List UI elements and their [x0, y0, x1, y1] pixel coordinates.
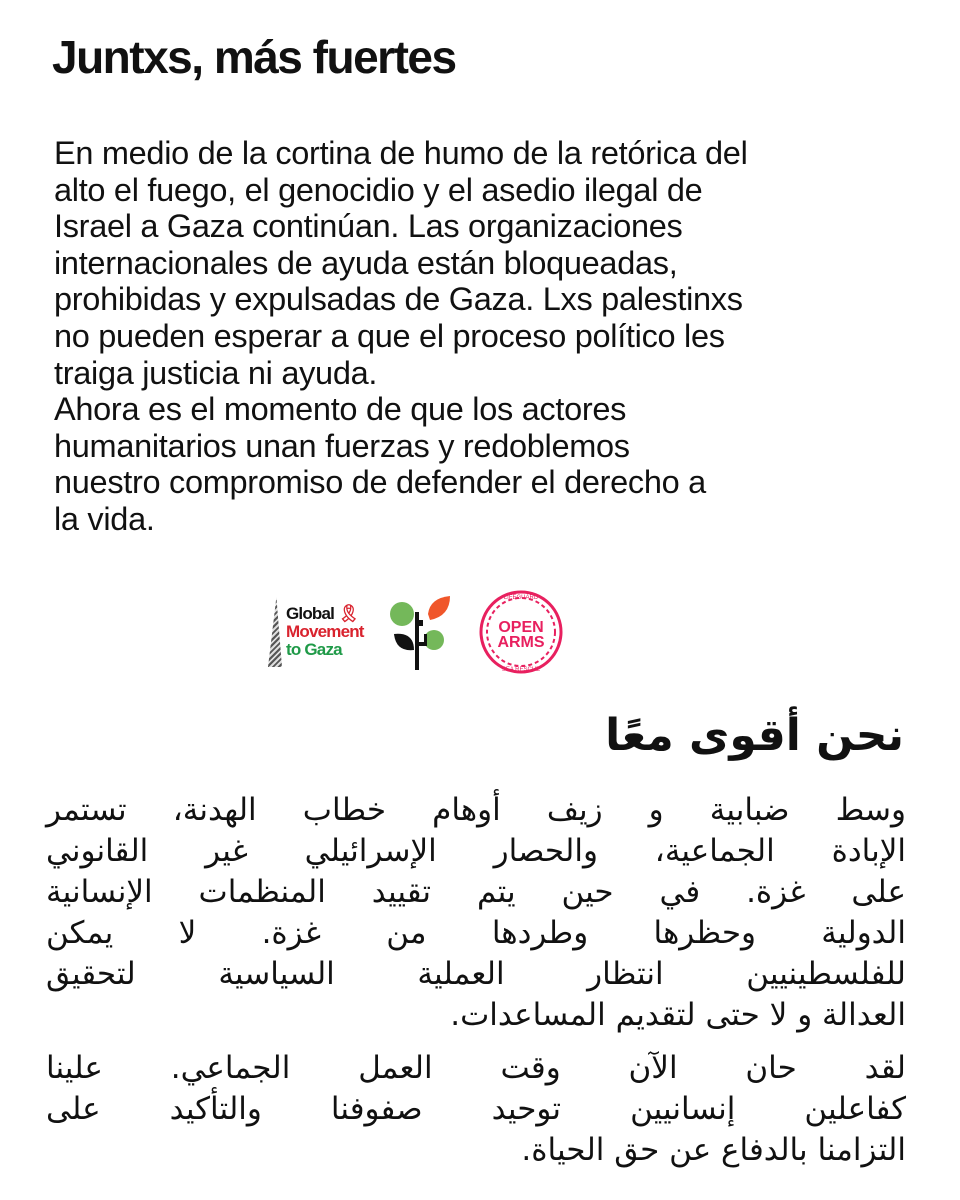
body-line: la vida. [54, 500, 155, 537]
svg-text:LIFEGUARD: LIFEGUARD [503, 595, 538, 601]
body-line: التزامنا بالدفاع عن حق الحياة. [521, 1132, 906, 1168]
tree-logo [388, 594, 452, 670]
body-line: وسط ضبابية و زيف أوهام خطاب الهدنة، تستمر [46, 792, 906, 828]
svg-text:OPEN: OPEN [498, 619, 544, 636]
logo-text: to Gaza [286, 640, 342, 659]
body-line: Ahora es el momento de que los actores [54, 391, 627, 428]
body-line: Israel a Gaza continúan. Las organizaciones [54, 208, 683, 245]
body-line: nuestro compromiso de defender el derecho a [54, 464, 706, 501]
body-line: على غزة. في حين يتم تقييد المنظمات الإنسانية [46, 874, 906, 910]
logo-text: Movement [286, 622, 364, 641]
body-line: no pueden esperar a que el proceso político les [54, 317, 725, 354]
body-line: humanitarios unan fuerzas y redoblemos [54, 427, 630, 464]
body-line: internacionales de ayuda están bloqueadas, [54, 244, 678, 281]
body-line: لقد حان الآن وقت العمل الجماعي. علينا [46, 1050, 906, 1086]
body-line: traiga justicia ni ayuda. [54, 354, 378, 391]
svg-text:ARMS: ARMS [497, 634, 545, 651]
svg-text:SEA RESCUE: SEA RESCUE [501, 667, 540, 673]
body-line: للفلسطينيين انتظار العملية السياسية لتحقيق [46, 956, 906, 992]
open-arms-logo [476, 587, 566, 677]
body-line: En medio de la cortina de humo de la retórica del [54, 135, 748, 171]
ribbon-icon: 🎗︎ [338, 604, 359, 623]
partner-logos [268, 590, 566, 674]
body-line: كفاعلين إنسانيين توحيد صفوفنا والتأكيد على [46, 1091, 906, 1127]
body-line: alto el fuego, el genocidio y el asedio ilegal de [54, 171, 703, 208]
keffiyeh-icon [268, 597, 282, 667]
logo-text: Global [286, 604, 335, 623]
spanish-body [54, 135, 934, 538]
body-line: الإبادة الجماعية، والحصار الإسرائيلي غير القانوني [46, 833, 906, 869]
global-movement-to-gaza-logo [268, 597, 364, 667]
body-line: الدولية وحظرها وطردها من غزة. لا يمكن [46, 915, 906, 951]
body-line: prohibidas y expulsadas de Gaza. Lxs palestinxs [54, 281, 743, 318]
body-line: العدالة و لا حتى لتقديم المساعدات. [450, 997, 906, 1033]
arabic-title: نحن أقوى معًا [605, 710, 904, 761]
spanish-title: Juntxs, más fuertes [52, 31, 456, 83]
arabic-body [46, 790, 906, 1171]
